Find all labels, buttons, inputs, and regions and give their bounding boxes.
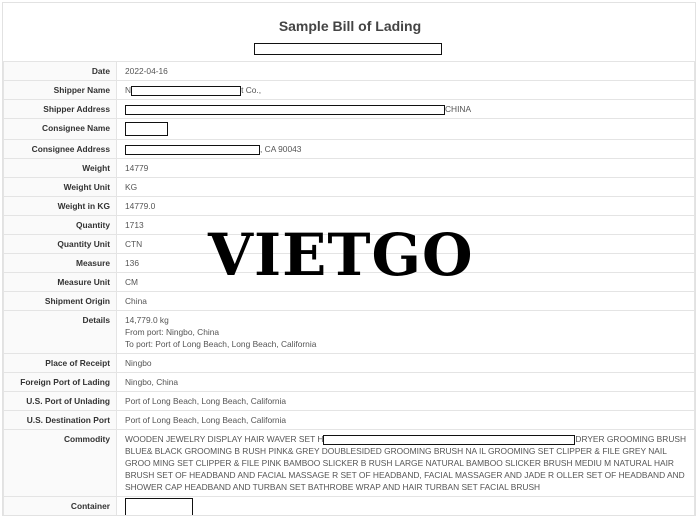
table-row xyxy=(4,235,695,254)
table-row xyxy=(4,197,695,216)
redaction-box xyxy=(323,435,575,445)
table-row xyxy=(4,273,695,292)
table-row xyxy=(4,178,695,197)
redaction-box xyxy=(254,43,442,55)
consignee-address-suffix: , CA 90043 xyxy=(260,144,302,154)
table-row xyxy=(4,100,695,119)
details-to-port: To port: Port of Long Beach, Long Beach, California xyxy=(125,339,317,349)
field-value xyxy=(117,311,695,354)
field-value: 1713 xyxy=(117,216,695,235)
table-row xyxy=(4,140,695,159)
redaction-box xyxy=(125,105,445,115)
field-value: 14779 xyxy=(117,159,695,178)
table-row xyxy=(4,216,695,235)
commodity-suffix: DRYER GROOMING BRUSH xyxy=(575,434,686,444)
table-row xyxy=(4,497,695,517)
field-label: Weight in KG xyxy=(4,197,117,216)
table-row xyxy=(4,119,695,140)
table-row xyxy=(4,254,695,273)
field-value xyxy=(117,497,695,517)
table-row xyxy=(4,62,695,81)
field-value xyxy=(117,81,695,100)
field-label: Measure Unit xyxy=(4,273,117,292)
field-value xyxy=(117,119,695,140)
field-value: Ningbo, China xyxy=(117,373,695,392)
field-value: 14779.0 xyxy=(117,197,695,216)
field-label: Foreign Port of Lading xyxy=(4,373,117,392)
field-value xyxy=(117,100,695,119)
shipper-name-prefix: N xyxy=(125,85,132,95)
commodity-prefix: WOODEN JEWELRY DISPLAY HAIR WAVER SET H xyxy=(125,434,324,444)
details-from-port: From port: Ningbo, China xyxy=(125,327,220,337)
field-label: Shipper Name xyxy=(4,81,117,100)
field-value: Port of Long Beach, Long Beach, California xyxy=(117,411,695,430)
redaction-box xyxy=(131,86,241,96)
details-weight: 14,779.0 kg xyxy=(125,315,169,325)
field-value xyxy=(117,140,695,159)
redaction-box xyxy=(125,122,168,136)
bill-of-lading-table xyxy=(3,61,695,516)
watermark-logo: VIETGO xyxy=(208,221,474,289)
table-row xyxy=(4,354,695,373)
field-label: Consignee Name xyxy=(4,119,117,140)
field-value: Port of Long Beach, Long Beach, California xyxy=(117,392,695,411)
field-value: China xyxy=(117,292,695,311)
page-title: Sample Bill of Lading xyxy=(278,18,422,34)
field-label: Consignee Address xyxy=(4,140,117,159)
field-value: 2022-04-16 xyxy=(117,62,695,81)
field-label: Place of Receipt xyxy=(4,354,117,373)
redaction-box xyxy=(125,145,260,155)
field-label: U.S. Destination Port xyxy=(4,411,117,430)
commodity-text: BLUE& BLACK GROOMING B RUSH PINK& GREY DOUBLESIDED GROOMING BRUSH NA IL GROOMING SET CLIPPER & FILE GREY NAIL GROO MING SET CLIPPER & FILE PINK BAMBOO SLICKER B RUSH LARGE NATURAL BAMBOO SLICKER BRUSH MEDIU M NATURAL HAIR BRUSH SET OF HEADBAND AND FACIAL MASSAGE R SET OF HEADBAND, FACIAL MASSAGER AND JADE R OLLER SET OF HEADBAND AND SHOWER CAP HEADBAND AND TURBAN SET BATHROBE WRAP AND HAIR TURBAN SET FACIAL BRUSH xyxy=(125,446,685,492)
field-value: CM xyxy=(117,273,695,292)
field-label: Container xyxy=(4,497,117,517)
shipper-address-suffix: CHINA xyxy=(445,104,472,114)
table-row xyxy=(4,159,695,178)
field-label: Shipment Origin xyxy=(4,292,117,311)
bill-of-lading-card xyxy=(2,2,696,516)
field-label: Weight Unit xyxy=(4,178,117,197)
field-label: Quantity xyxy=(4,216,117,235)
table-row xyxy=(4,430,695,497)
field-label: Measure xyxy=(4,254,117,273)
table-row xyxy=(4,81,695,100)
field-label: U.S. Port of Unlading xyxy=(4,392,117,411)
field-value: 136 xyxy=(117,254,695,273)
field-label: Quantity Unit xyxy=(4,235,117,254)
field-label: Commodity xyxy=(4,430,117,497)
redaction-box xyxy=(125,498,193,516)
table-row xyxy=(4,373,695,392)
table-row xyxy=(4,392,695,411)
field-value: KG xyxy=(117,178,695,197)
field-label: Details xyxy=(4,311,117,354)
shipper-name-suffix: t Co., xyxy=(241,85,262,95)
table-row xyxy=(4,311,695,354)
field-value xyxy=(117,430,695,497)
table-row xyxy=(4,411,695,430)
table-row xyxy=(4,292,695,311)
field-value: Ningbo xyxy=(117,354,695,373)
field-label: Shipper Address xyxy=(4,100,117,119)
field-label: Date xyxy=(4,62,117,81)
field-label: Weight xyxy=(4,159,117,178)
field-value: CTN xyxy=(117,235,695,254)
